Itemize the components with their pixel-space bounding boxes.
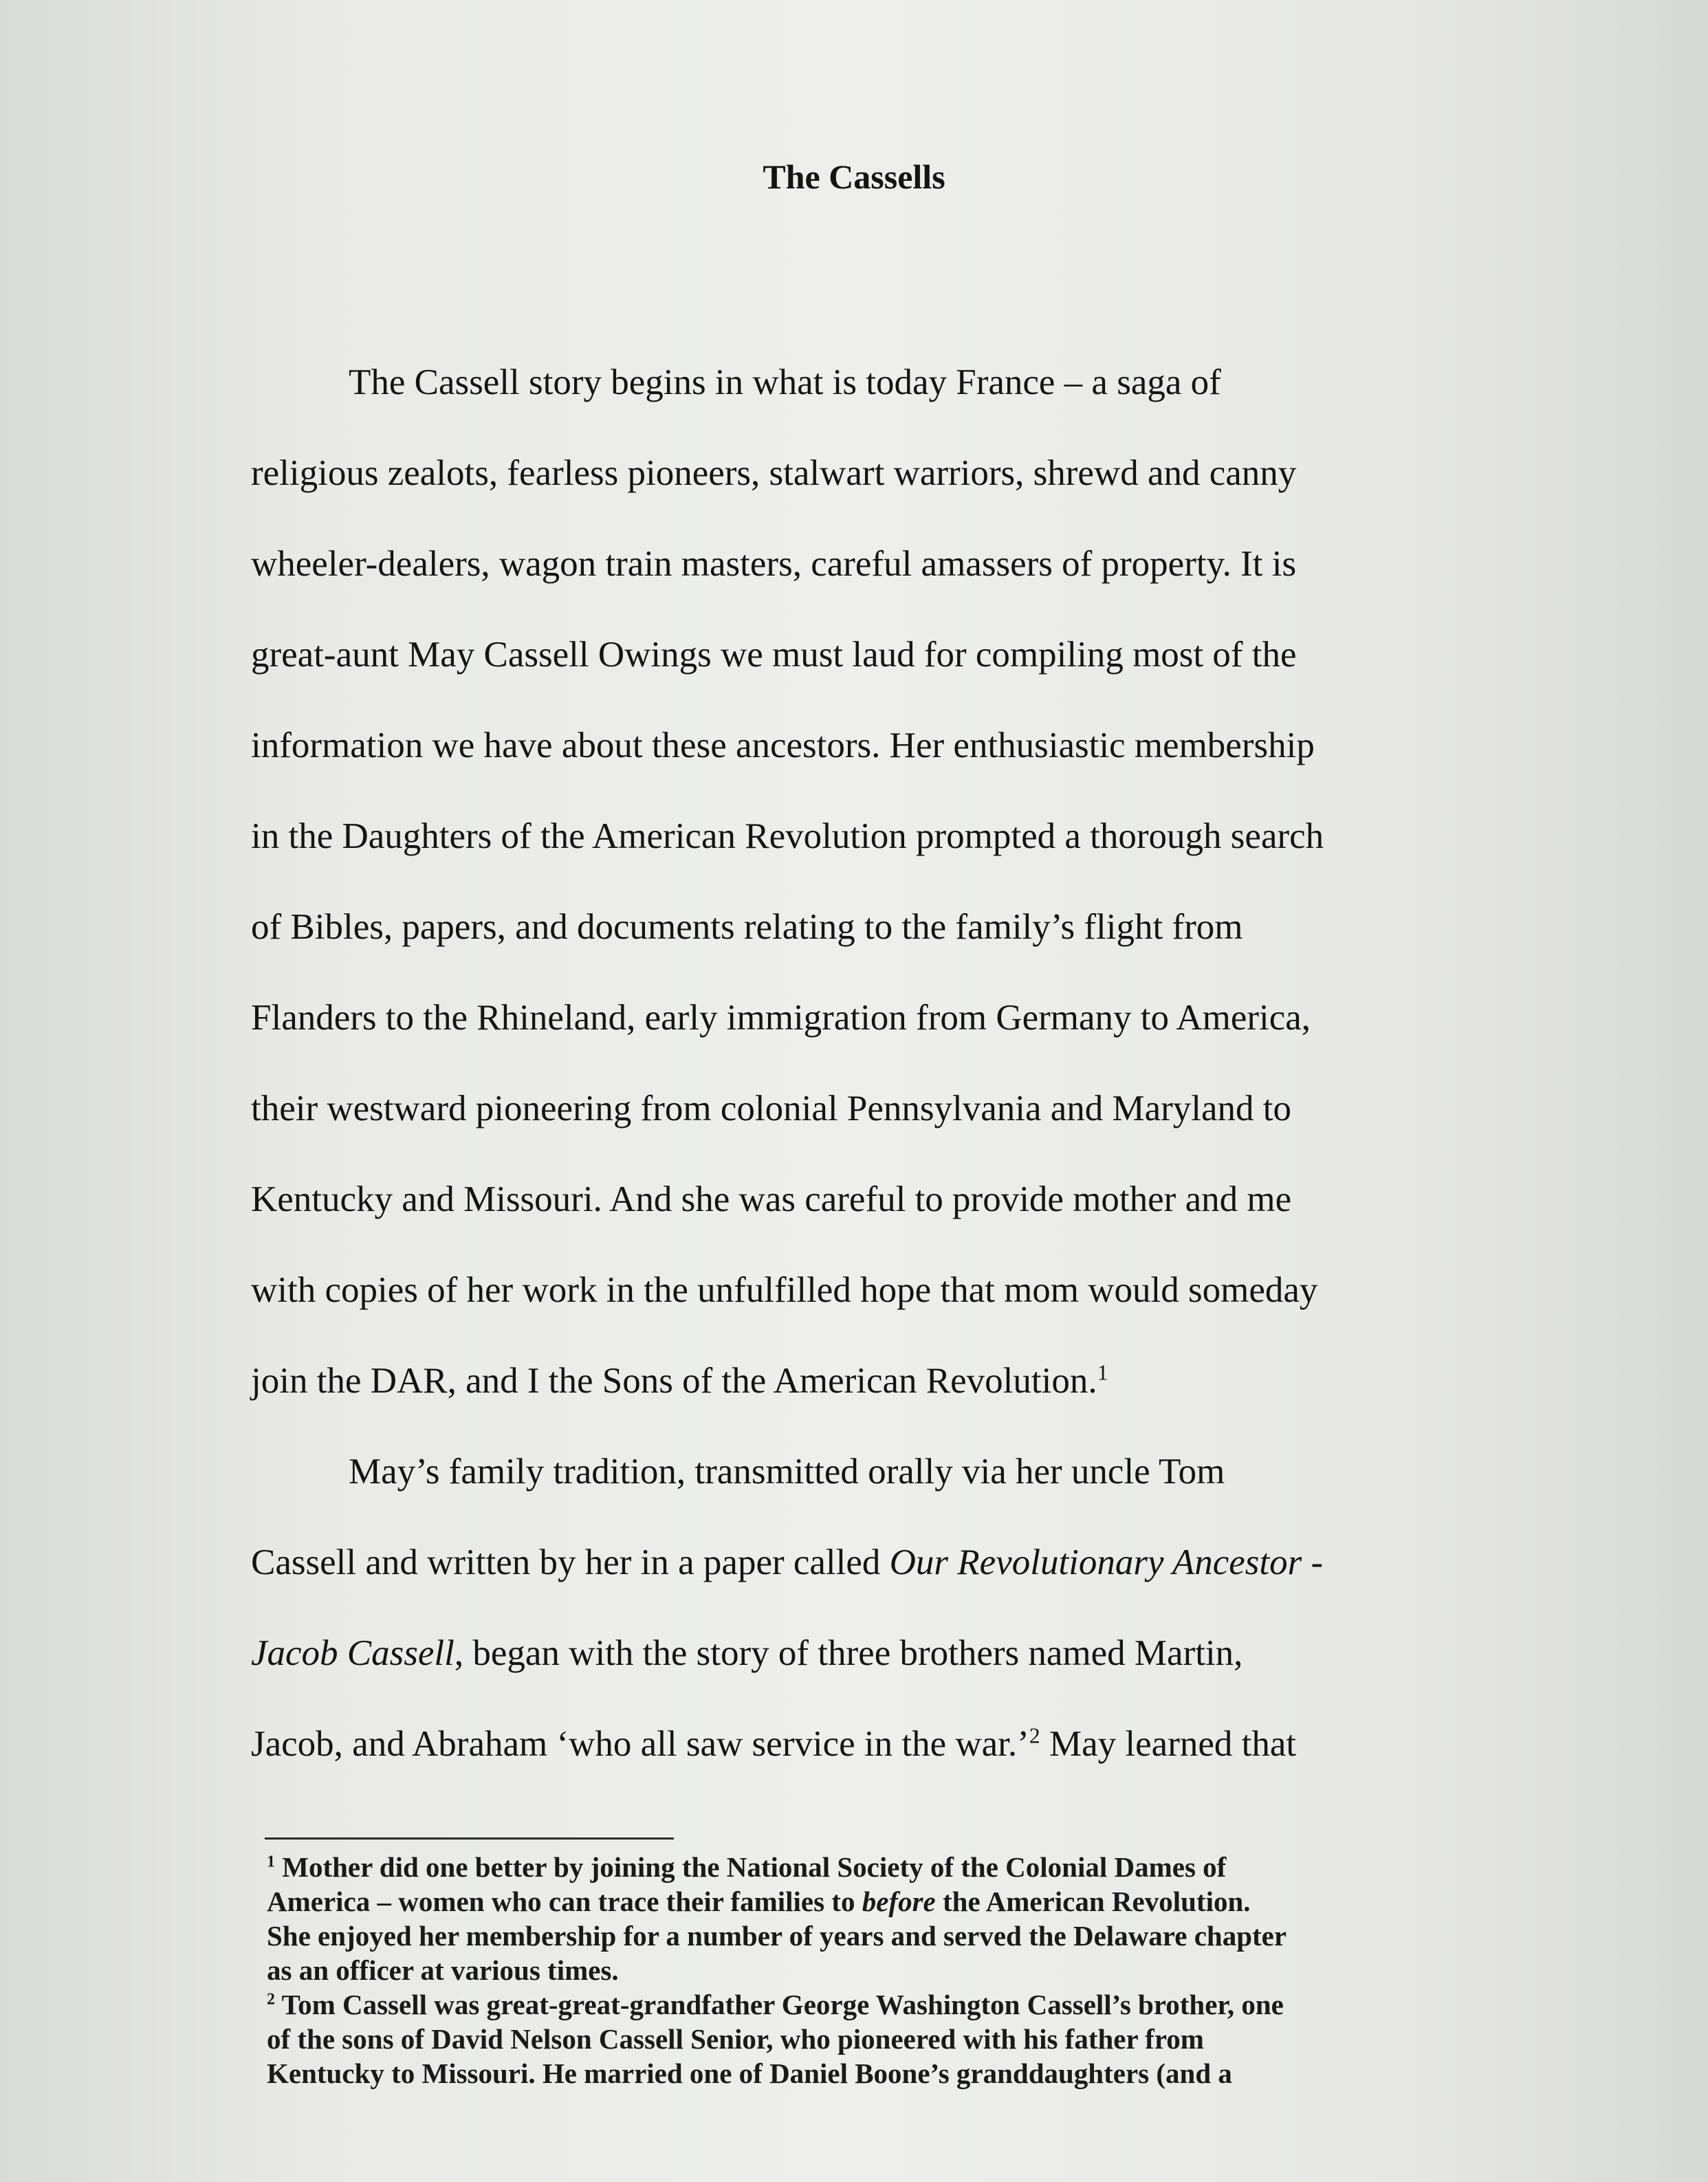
text-segment: join the DAR, and I the Sons of the American Revolution. — [251, 1361, 1097, 1401]
text-line: great-aunt May Cassell Owings we must laud for compiling most of the — [251, 635, 1297, 675]
text-segment: May learned that — [1040, 1724, 1297, 1764]
text-segment: Jacob, and Abraham ‘who all saw service in the war.’ — [251, 1724, 1029, 1764]
text-line: their westward pioneering from colonial Pennsylvania and Maryland to — [251, 1089, 1292, 1128]
text-line: of Bibles, papers, and documents relating to the family’s flight from — [251, 907, 1243, 947]
footnotes — [267, 1850, 1449, 2091]
italic-title: Jacob Cassell — [251, 1633, 455, 1673]
text-segment: Tom Cassell was great-great-grandfather George Washington Cassell’s brother, one — [275, 1989, 1284, 2020]
footnote-marker: 1 — [267, 1853, 275, 1871]
footnote-line: Kentucky to Missouri. He married one of Daniel Boone’s granddaughters (and a — [267, 2058, 1232, 2089]
text-line: The Cassell story begins in what is today France – a saga of — [349, 362, 1221, 402]
text-segment: , began with the story of three brothers named Martin, — [454, 1633, 1243, 1673]
footnote-ref[interactable]: 1 — [1097, 1360, 1108, 1385]
text-segment: America – women who can trace their families to — [267, 1886, 862, 1917]
text-segment: Mother did one better by joining the National Society of the Colonial Dames of — [275, 1851, 1227, 1883]
page-title: The Cassells — [763, 157, 945, 196]
text-segment: the American Revolution. — [935, 1886, 1251, 1917]
text-line: information we have about these ancestors. Her enthusiastic membership — [251, 725, 1315, 765]
footnote-line: She enjoyed her membership for a number of years and served the Delaware chapter — [267, 1920, 1287, 1952]
text-segment: Cassell and written by her in a paper called — [251, 1542, 890, 1582]
text-line: religious zealots, fearless pioneers, stalwart warriors, shrewd and canny — [251, 453, 1297, 493]
italic-word: before — [862, 1886, 936, 1917]
text-line — [251, 1517, 1434, 1608]
footnote-line: as an officer at various times. — [267, 1954, 619, 1986]
body-text — [251, 337, 1434, 1789]
footnote-marker: 2 — [267, 1990, 275, 2009]
footnote-line — [267, 1850, 1449, 1884]
footnote-line — [267, 1884, 1449, 1919]
text-line — [251, 1699, 1434, 1789]
italic-title: Our Revolutionary Ancestor - — [889, 1542, 1324, 1582]
text-line: Flanders to the Rhineland, early immigration from Germany to America, — [251, 998, 1311, 1038]
footnote-line: of the sons of David Nelson Cassell Senior, who pioneered with his father from — [267, 2023, 1204, 2055]
text-line: May’s family tradition, transmitted orally via her uncle Tom — [349, 1452, 1225, 1492]
text-line — [251, 1335, 1434, 1426]
footnote-divider — [265, 1837, 674, 1840]
text-line: wheeler-dealers, wagon train masters, careful amassers of property. It is — [251, 544, 1297, 584]
text-line — [251, 1608, 1434, 1699]
text-line: in the Daughters of the American Revolution prompted a thorough search — [251, 816, 1324, 856]
text-line: Kentucky and Missouri. And she was careful to provide mother and me — [251, 1179, 1292, 1219]
text-line: with copies of her work in the unfulfilled hope that mom would someday — [251, 1270, 1318, 1310]
footnote-ref[interactable]: 2 — [1029, 1723, 1040, 1748]
footnote-line — [267, 1987, 1449, 2022]
